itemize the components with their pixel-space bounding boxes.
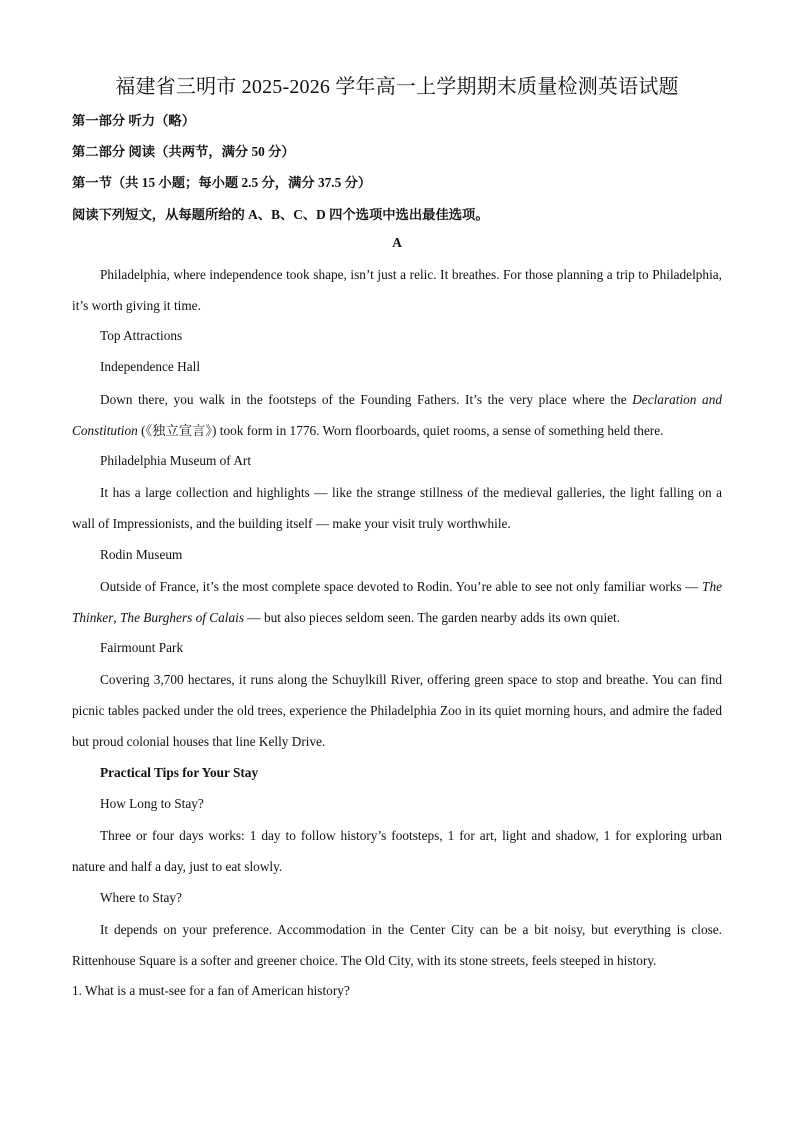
fairmount-park-heading: Fairmount Park bbox=[100, 640, 184, 655]
independence-hall-heading: Independence Hall bbox=[100, 359, 201, 374]
rodin-museum-paragraph bbox=[72, 571, 722, 633]
passage-label: A bbox=[392, 235, 402, 250]
independence-hall-italic: Declaration and Constitution bbox=[72, 392, 722, 438]
intro-paragraph: Philadelphia, where independence took shape, isn’t just a relic. It breathes. For those planning a trip to Philadelphia, it’s worth giving it time. bbox=[72, 267, 722, 313]
rodin-text-1: Outside of France, it’s the most complete space devoted to Rodin. You’re able to see not only familiar works — bbox=[100, 579, 703, 594]
where-to-stay-paragraph: It depends on your preference. Accommodation in the Center City can be a bit noisy, but everything is close. Rittenhouse Square is a softer and greener choice. The Old City, with its stone streets, feels steeped in history. bbox=[72, 922, 722, 968]
museum-of-art-heading: Philadelphia Museum of Art bbox=[100, 453, 252, 468]
independence-hall-text-1: Down there, you walk in the footsteps of the Founding Fathers. It’s the very place where the bbox=[100, 392, 633, 407]
instruction: 阅读下列短文，从每题所给的 A、B、C、D 四个选项中选出最佳选项。 bbox=[72, 207, 489, 222]
rodin-italic-thinker: The Thinker bbox=[72, 579, 722, 625]
museum-of-art-paragraph: It has a large collection and highlights — like the strange stillness of the medieval galleries, the light falling on a wall of Impressionists, and the building itself — make your visit truly worthwhile. bbox=[72, 485, 722, 531]
section1-heading: 第一节（共 15 小题；每小题 2.5 分，满分 37.5 分） bbox=[72, 175, 372, 190]
part1-heading: 第一部分 听力（略） bbox=[72, 113, 195, 128]
how-long-paragraph: Three or four days works: 1 day to follow history’s footsteps, 1 for art, light and shadow, 1 for exploring urban nature and half a day, just to eat slowly. bbox=[72, 828, 722, 874]
part2-heading: 第二部分 阅读（共两节，满分 50 分） bbox=[72, 144, 295, 159]
practical-tips-heading: Practical Tips for Your Stay bbox=[100, 765, 259, 780]
rodin-sep: , bbox=[113, 610, 121, 625]
independence-hall-paragraph bbox=[72, 384, 722, 446]
where-to-stay-heading: Where to Stay? bbox=[100, 890, 182, 905]
question-1: 1. What is a must-see for a fan of American history? bbox=[72, 983, 350, 998]
rodin-text-2: — but also pieces seldom seen. The garden nearby adds its own quiet. bbox=[244, 610, 621, 625]
page-title: 福建省三明市 2025-2026 学年高一上学期期末质量检测英语试题 bbox=[115, 76, 679, 98]
fairmount-park-paragraph: Covering 3,700 hectares, it runs along the Schuylkill River, offering green space to stop and breathe. You can find picnic tables packed under the old trees, experience the Philadelphia Zoo in its quiet morning hours, and admire the faded but proud colonial houses that line Kelly Drive. bbox=[72, 672, 722, 749]
rodin-italic-burghers: The Burghers of Calais bbox=[120, 610, 245, 625]
how-long-heading: How Long to Stay? bbox=[100, 796, 204, 811]
independence-hall-text-2: (《独立宣言》) took form in 1776. Worn floorboards, quiet rooms, a sense of something held there. bbox=[137, 423, 664, 438]
rodin-museum-heading: Rodin Museum bbox=[100, 547, 183, 562]
top-attractions-heading: Top Attractions bbox=[100, 328, 183, 343]
